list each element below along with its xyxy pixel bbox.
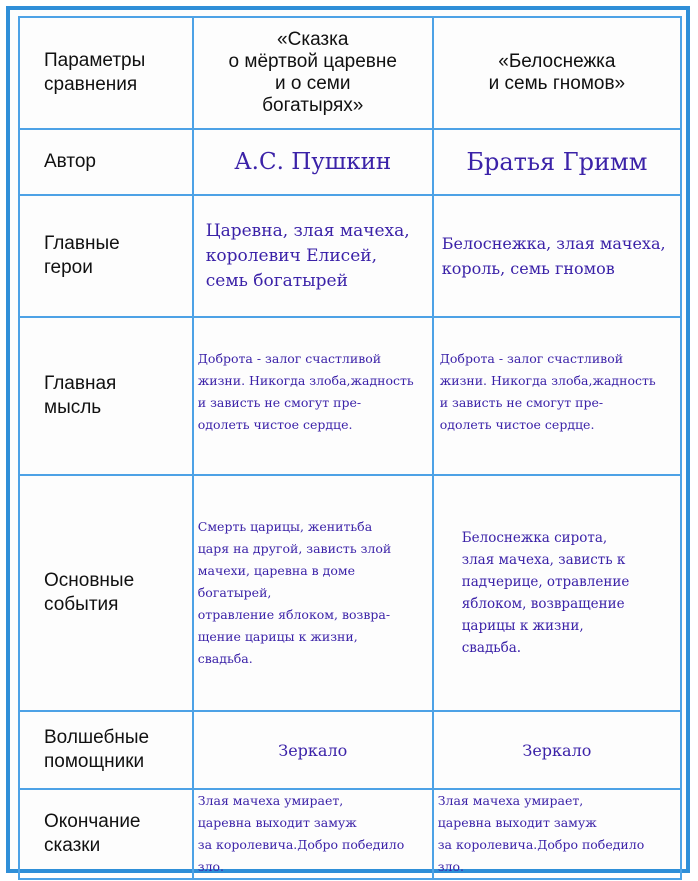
events-grimm: Белоснежка сирота, злая мачеха, зависть к падчерице, отравление яблоком, возвращение царицы к жизни, свадьба.	[433, 475, 681, 711]
header-pushkin: «Сказка о мёртвой царевне и о семи богатырях»	[193, 17, 433, 129]
author-grimm: Братья Гримм	[433, 129, 681, 195]
row-param-events: Основные события	[19, 475, 193, 711]
helpers-pushkin: Зеркало	[193, 711, 433, 789]
heroes-pushkin: Царевна, злая мачеха, королевич Елисей, семь богатырей	[193, 195, 433, 317]
events-pushkin: Смерть царицы, женитьба царя на другой, зависть злой мачехи, царевна в доме богатырей, отравление яблоком, возвра- щение царицы к жизни, свадьба.	[193, 475, 433, 711]
table-row	[19, 129, 681, 195]
table-row	[19, 317, 681, 475]
row-param-author: Автор	[19, 129, 193, 195]
table-row	[19, 475, 681, 711]
comparison-sheet	[6, 6, 690, 873]
row-param-ending: Окончание сказки	[19, 789, 193, 879]
ending-pushkin: Злая мачеха умирает, царевна выходит замуж за королевича.Добро победило зло.	[193, 789, 433, 879]
header-grimm: «Белоснежка и семь гномов»	[433, 17, 681, 129]
header-param: Параметры сравнения	[19, 17, 193, 129]
idea-pushkin: Доброта - залог счастливой жизни. Никогда злоба,жадность и зависть не смогут пре- одолеть чистое сердце.	[193, 317, 433, 475]
table-row	[19, 195, 681, 317]
ending-grimm: Злая мачеха умирает, царевна выходит замуж за королевича.Добро победило зло.	[433, 789, 681, 879]
row-param-idea: Главная мысль	[19, 317, 193, 475]
author-pushkin: А.С. Пушкин	[193, 129, 433, 195]
table-header-row	[19, 17, 681, 129]
table-row	[19, 789, 681, 879]
table-row	[19, 711, 681, 789]
row-param-helpers: Волшебные помощники	[19, 711, 193, 789]
idea-grimm: Доброта - залог счастливой жизни. Никогда злоба,жадность и зависть не смогут пре- одолеть чистое сердце.	[433, 317, 681, 475]
helpers-grimm: Зеркало	[433, 711, 681, 789]
heroes-grimm: Белоснежка, злая мачеха, король, семь гномов	[433, 195, 681, 317]
row-param-heroes: Главные герои	[19, 195, 193, 317]
comparison-table	[18, 16, 682, 880]
